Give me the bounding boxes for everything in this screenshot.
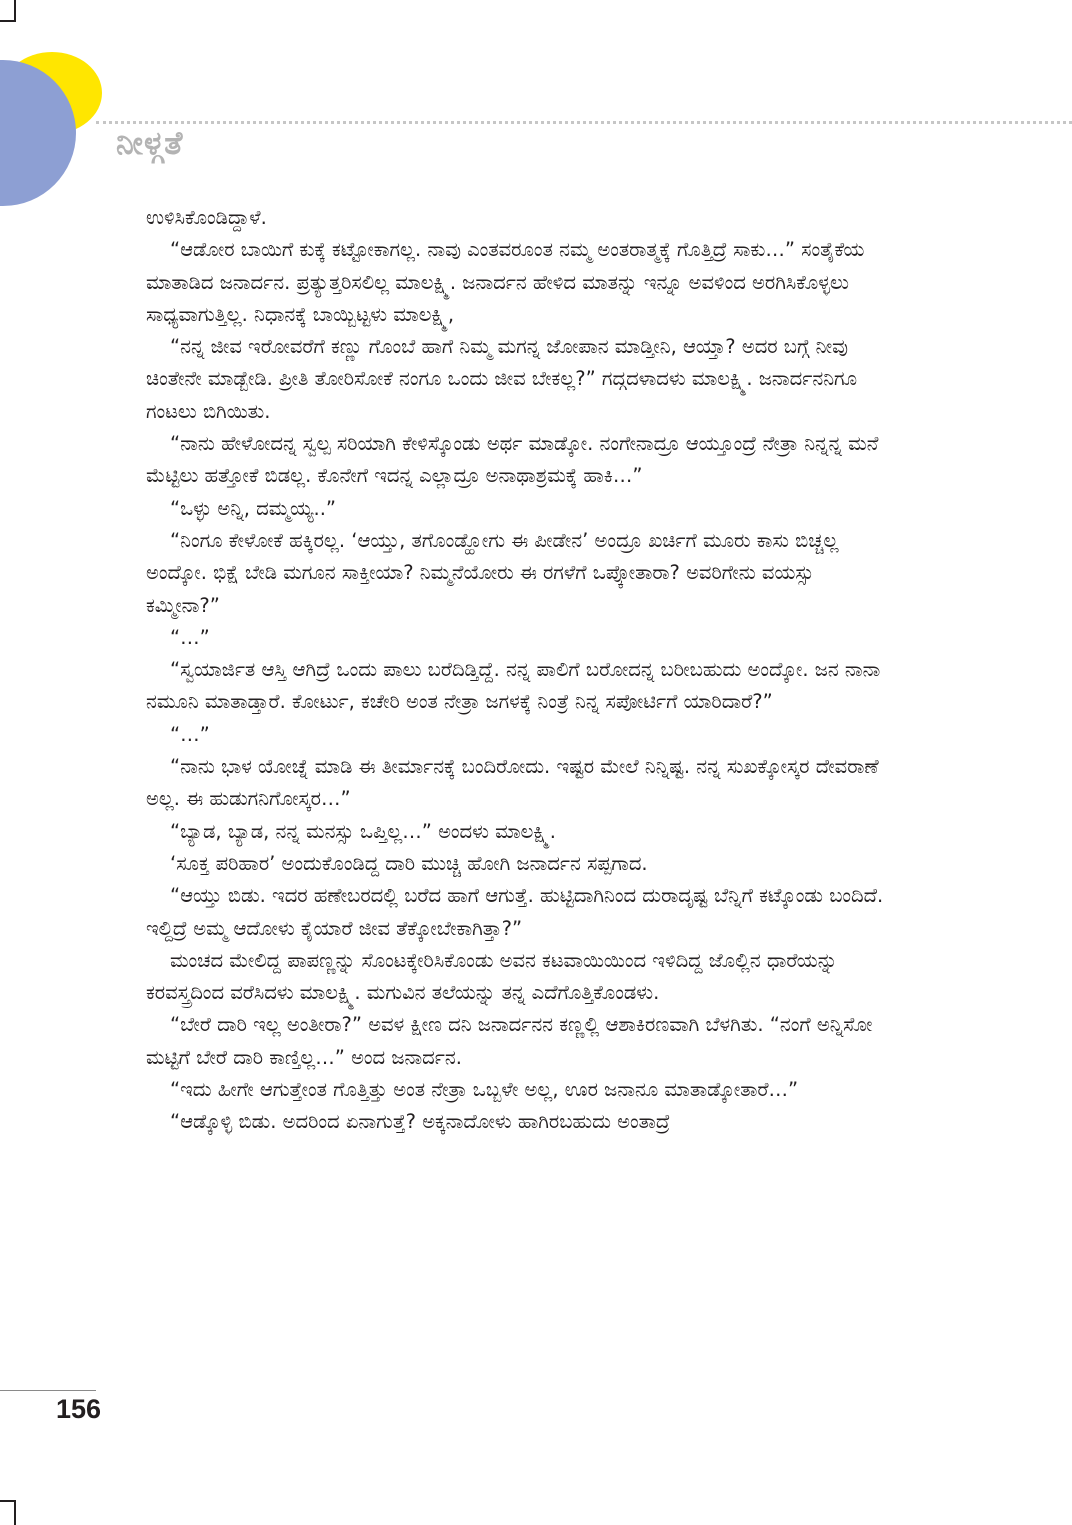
crop-mark-top bbox=[14, 0, 16, 20]
paragraph: ‘ಸೂಕ್ತ ಪರಿಹಾರ’ ಅಂದುಕೊಂಡಿದ್ದ ದಾರಿ ಮುಚ್ಚಿ ಹೋಗಿ ಜನಾರ್ದನ ಸಪ್ಪಗಾದ. bbox=[170, 851, 648, 875]
paragraph: “ನನ್ನ ಜೀವ ಇರೋವರೆಗೆ ಕಣ್ಣು ಗೊಂಬೆ ಹಾಗೆ ನಿಮ್ಮ ಮಗನ್ನ ಜೋಪಾನ ಮಾಡ್ತೀನಿ, ಆಯ್ತಾ? ಅದರ ಬಗ್ಗೆ ನೀವು ಚಿಂತೇನೇ ಮಾಡ್ಬೇಡಿ. ಪ್ರೀತಿ ತೋರಿಸೋಕೆ ನಂಗೂ ಒಂದು ಜೀವ ಬೇಕಲ್ಲ?” ಗದ್ಗದಳಾದಳು ಮಾಲಕ್ಷ್ಮಿ. ಜನಾರ್ದನನಿಗೂ ಗಂಟಲು ಬಿಗಿಯಿತು. bbox=[146, 335, 858, 423]
page-number: 156 bbox=[56, 1394, 102, 1424]
page-number-rule bbox=[0, 1390, 96, 1391]
paragraph: ಮಂಚದ ಮೇಲಿದ್ದ ಪಾಪಣ್ಣನ್ನು ಸೊಂಟಕ್ಕೇರಿಸಿಕೊಂಡು ಅವನ ಕಟವಾಯಿಯಿಂದ ಇಳಿದಿದ್ದ ಜೊಲ್ಲಿನ ಧಾರೆಯನ್ನು ಕರವಸ್ತ್ರದಿಂದ ವರೆಸಿದಳು ಮಾಲಕ್ಷ್ಮಿ. ಮಗುವಿನ ತಲೆಯನ್ನು ತನ್ನ ಎದೆಗೊತ್ತಿಕೊಂಡಳು. bbox=[146, 948, 838, 1005]
paragraph: “ನಾನು ಭಾಳ ಯೋಚ್ನೆ ಮಾಡಿ ಈ ತೀರ್ಮಾನಕ್ಕೆ ಬಂದಿರೋದು. ಇಷ್ಟರ ಮೇಲೆ ನಿನ್ನಿಷ್ಟ. ನನ್ನ ಸುಖಕ್ಕೋಸ್ಕರ ದೇವರಾಣೆ ಅಲ್ಲ. ಈ ಹುಡುಗನಿಗೋಸ್ಕರ…” bbox=[146, 755, 879, 811]
paragraph: “ನಾನು ಹೇಳೋದನ್ನ ಸ್ವಲ್ಪ ಸರಿಯಾಗಿ ಕೇಳಿಸ್ಕೊಂಡು ಅರ್ಥ ಮಾಡ್ಕೋ. ನಂಗೇನಾದ್ರೂ ಆಯ್ತೂಂದ್ರೆ ನೇತ್ರಾ ನಿನ್ನನ್ನ ಮನೆ ಮೆಟ್ಟಿಲು ಹತ್ತೋಕೆ ಬಿಡಲ್ಲ. ಕೊನೇಗೆ ಇದನ್ನ ಎಲ್ಲಾದ್ರೂ ಅನಾಥಾಶ್ರಮಕ್ಕೆ ಹಾಕಿ…” bbox=[146, 432, 879, 488]
crop-mark-bottom bbox=[14, 1500, 16, 1525]
paragraph: “ಬ್ಯಾಡ, ಬ್ಯಾಡ, ನನ್ನ ಮನಸ್ಸು ಒಪ್ತಿಲ್ಲ…” ಅಂದಳು ಮಾಲಕ್ಷ್ಮಿ. bbox=[170, 819, 556, 843]
header-dotted-rule bbox=[96, 121, 1072, 124]
crop-mark-top-horizontal bbox=[0, 20, 16, 22]
paragraph: “ಇದು ಹೀಗೇ ಆಗುತ್ತೇಂತ ಗೊತ್ತಿತ್ತು ಅಂತ ನೇತ್ರಾ ಒಬ್ಬಳೇ ಅಲ್ಲ, ಊರ ಜನಾನೂ ಮಾತಾಡ್ಕೋತಾರೆ…” bbox=[170, 1078, 799, 1102]
paragraph: “…” bbox=[170, 722, 210, 746]
body-text bbox=[146, 202, 886, 1139]
paragraph: “ಬೇರೆ ದಾರಿ ಇಲ್ಲ ಅಂತೀರಾ?” ಅವಳ ಕ್ಷೀಣ ದನಿ ಜನಾರ್ದನನ ಕಣ್ಣಲ್ಲಿ ಆಶಾಕಿರಣವಾಗಿ ಬೆಳಗಿತು. “ನಂಗೆ ಅನ್ನಿಸೋ ಮಟ್ಟಿಗೆ ಬೇರೆ ದಾರಿ ಕಾಣ್ತಿಲ್ಲ…” ಅಂದ ಜನಾರ್ದನ. bbox=[146, 1013, 873, 1069]
paragraph: “ಆಯ್ತು ಬಿಡು. ಇದರ ಹಣೇಬರದಲ್ಲಿ ಬರೆದ ಹಾಗೆ ಆಗುತ್ತೆ. ಹುಟ್ಟಿದಾಗಿನಿಂದ ದುರಾದೃಷ್ಟ ಬೆನ್ನಿಗೆ ಕಟ್ಕೊಂಡು ಬಂದಿದೆ. ಇಲ್ದಿದ್ರೆ ಅಮ್ಮ ಆದೋಳು ಕೈಯಾರೆ ಜೀವ ತೆಕ್ಕೋಬೇಕಾಗಿತ್ತಾ?” bbox=[146, 884, 884, 940]
paragraph: “ಒಳ್ಳು ಅನ್ನಿ, ದಮ್ಮಯ್ಯ..” bbox=[170, 496, 337, 520]
paragraph: “ಆಡ್ಕೊಳ್ಳಿ ಬಿಡು. ಅದರಿಂದ ಏನಾಗುತ್ತೆ? ಅಕ್ಕನಾದೋಳು ಹಾಗಿರಬಹುದು ಅಂತಾದ್ರೆ bbox=[170, 1110, 671, 1134]
running-title: ನೀಳ್ಗತೆ bbox=[116, 124, 184, 162]
paragraph: ಉಳಿಸಿಕೊಂಡಿದ್ದಾಳೆ. bbox=[146, 206, 267, 229]
paragraph: “ಸ್ವಯಾರ್ಜಿತ ಆಸ್ತಿ ಆಗಿದ್ರೆ ಒಂದು ಪಾಲು ಬರೆದಿಡ್ತಿದ್ದೆ. ನನ್ನ ಪಾಲಿಗೆ ಬರೋದನ್ನ ಬರೀಬಹುದು ಅಂದ್ಕೋ. ಜನ ನಾನಾ ನಮೂನಿ ಮಾತಾಡ್ತಾರೆ. ಕೋರ್ಟು, ಕಚೇರಿ ಅಂತ ನೇತ್ರಾ ಜಗಳಕ್ಕೆ ನಿಂತ್ರೆ ನಿನ್ನ ಸಪೋರ್ಟಿಗೆ ಯಾರಿದಾರೆ?” bbox=[146, 658, 881, 714]
paragraph: “…” bbox=[170, 625, 210, 649]
paragraph: “ನಿಂಗೂ ಕೇಳೋಕೆ ಹಕ್ಕಿರಲ್ಲ. ‘ಆಯ್ತು, ತಗೊಂಡ್ಹೋಗು ಈ ಪೀಡೇನ’ ಅಂದ್ರೂ ಖರ್ಚಿಗೆ ಮೂರು ಕಾಸು ಬಿಚ್ಚಲ್ಲ ಅಂದ್ಕೋ. ಭಿಕ್ಷೆ ಬೇಡಿ ಮಗೂನ ಸಾಕ್ತೀಯಾ? ನಿಮ್ಮನೆಯೋರು ಈ ರಗಳೆಗೆ ಒಪ್ಕೋತಾರಾ? ಅವರಿಗೇನು ವಯಸ್ಸು ಕಮ್ಮೀನಾ?” bbox=[146, 528, 839, 617]
paragraph: “ಆಡೋರ ಬಾಯಿಗೆ ಕುಕ್ಕೆ ಕಟ್ಟೋಕಾಗಲ್ಲ. ನಾವು ಎಂತವರೂಂತ ನಮ್ಮ ಅಂತರಾತ್ಮಕ್ಕೆ ಗೊತ್ತಿದ್ರೆ ಸಾಕು…” ಸಂತೈಕೆಯ ಮಾತಾಡಿದ ಜನಾರ್ದನ. ಪ್ರತ್ಯುತ್ತರಿಸಲಿಲ್ಲ ಮಾಲಕ್ಷ್ಮಿ. ಜನಾರ್ದನ ಹೇಳಿದ ಮಾತನ್ನು ಇನ್ನೂ ಅವಳಿಂದ ಅರಗಿಸಿಕೊಳ್ಳಲು ಸಾಧ್ಯವಾಗುತ್ತಿಲ್ಲ. ನಿಧಾನಕ್ಕೆ ಬಾಯ್ಬಿಟ್ಟಳು ಮಾಲಕ್ಷ್ಮಿ, bbox=[146, 238, 865, 326]
crop-mark-bottom-horizontal bbox=[0, 1500, 16, 1502]
